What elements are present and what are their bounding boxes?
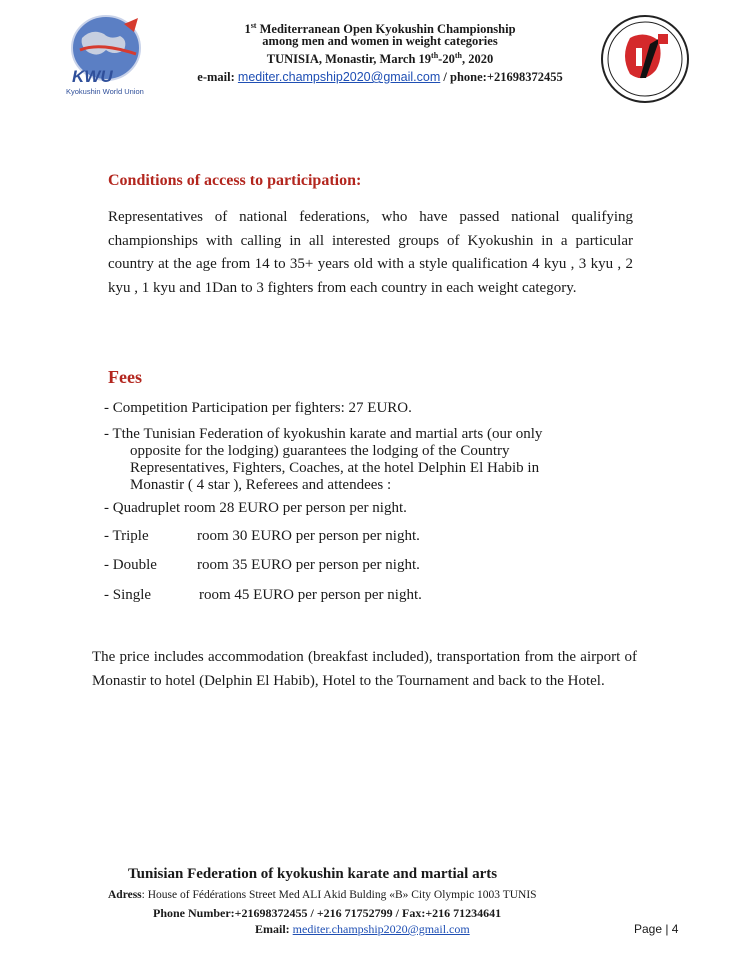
price-note: The price includes accommodation (breakfast included), transportation from the airport of Monastir to hotel (Delphin El Habib), Hotel to the Tournament and back to the Hotel. xyxy=(92,649,637,689)
federation-seal-logo xyxy=(600,14,690,104)
conditions-heading: Conditions of access to participation: xyxy=(108,172,362,189)
footer-address: Adress: House of Fédérations Street Med ALI Akid Bulding «B» City Olympic 1003 TUNIS xyxy=(108,889,537,901)
championship-location-date: TUNISIA, Monastir, March 19th-20th, 2020 xyxy=(266,51,494,67)
room-triple: - Triple room 30 EURO per person per night. xyxy=(104,528,420,544)
conditions-text: Representatives of national federations, who have passed national qualifying championships with calling in all interested groups of Kyokushin in a particular country at the age from 14 to 35+ years old with a style qualification 4 kyu , 3 kyu , 2 kyu , 1 kyu and 1Dan to 3 fighters from each country in each weight category. xyxy=(108,209,633,296)
kwu-logo-text: KWU xyxy=(72,67,113,86)
fee-item-participation: - Competition Participation per fighters: 27 EURO. xyxy=(104,400,412,416)
page-number: Page | 4 xyxy=(634,922,679,936)
kwu-logo xyxy=(62,10,162,100)
championship-subtitle: among men and women in weight categories xyxy=(262,34,498,48)
fee-item-lodging: - Tthe Tunisian Federation of kyokushin karate and martial arts (our only opposite for the lodging) guarantees the lodging of the Country Representatives, Fighters, Coaches, at the hotel Delphin El Habib in Monastir ( 4 star ), Referees and attendees : xyxy=(104,426,543,493)
header-contact: e-mail: mediter.champship2020@gmail.com / phone:+21698372455 xyxy=(197,70,563,84)
footer-email-link[interactable]: mediter.champship2020@gmail.com xyxy=(292,922,470,936)
room-single: - Single room 45 EURO per person per night. xyxy=(104,587,422,603)
footer-email: Email: mediter.champship2020@gmail.com xyxy=(255,922,470,936)
fees-heading: Fees xyxy=(108,367,142,387)
kwu-logo-caption: Kyokushin World Union xyxy=(66,87,144,96)
footer-phone: Phone Number:+21698372455 / +216 71752799 / Fax:+216 71234641 xyxy=(153,906,502,920)
championship-title: 1st Mediterranean Open Kyokushin Championship xyxy=(244,21,516,37)
room-quadruplet: - Quadruplet room 28 EURO per person per night. xyxy=(104,500,407,516)
header-email-link[interactable]: mediter.champship2020@gmail.com xyxy=(237,70,441,84)
footer-organization: Tunisian Federation of kyokushin karate and martial arts xyxy=(128,866,498,882)
room-double: - Double room 35 EURO per person per night. xyxy=(104,557,420,573)
